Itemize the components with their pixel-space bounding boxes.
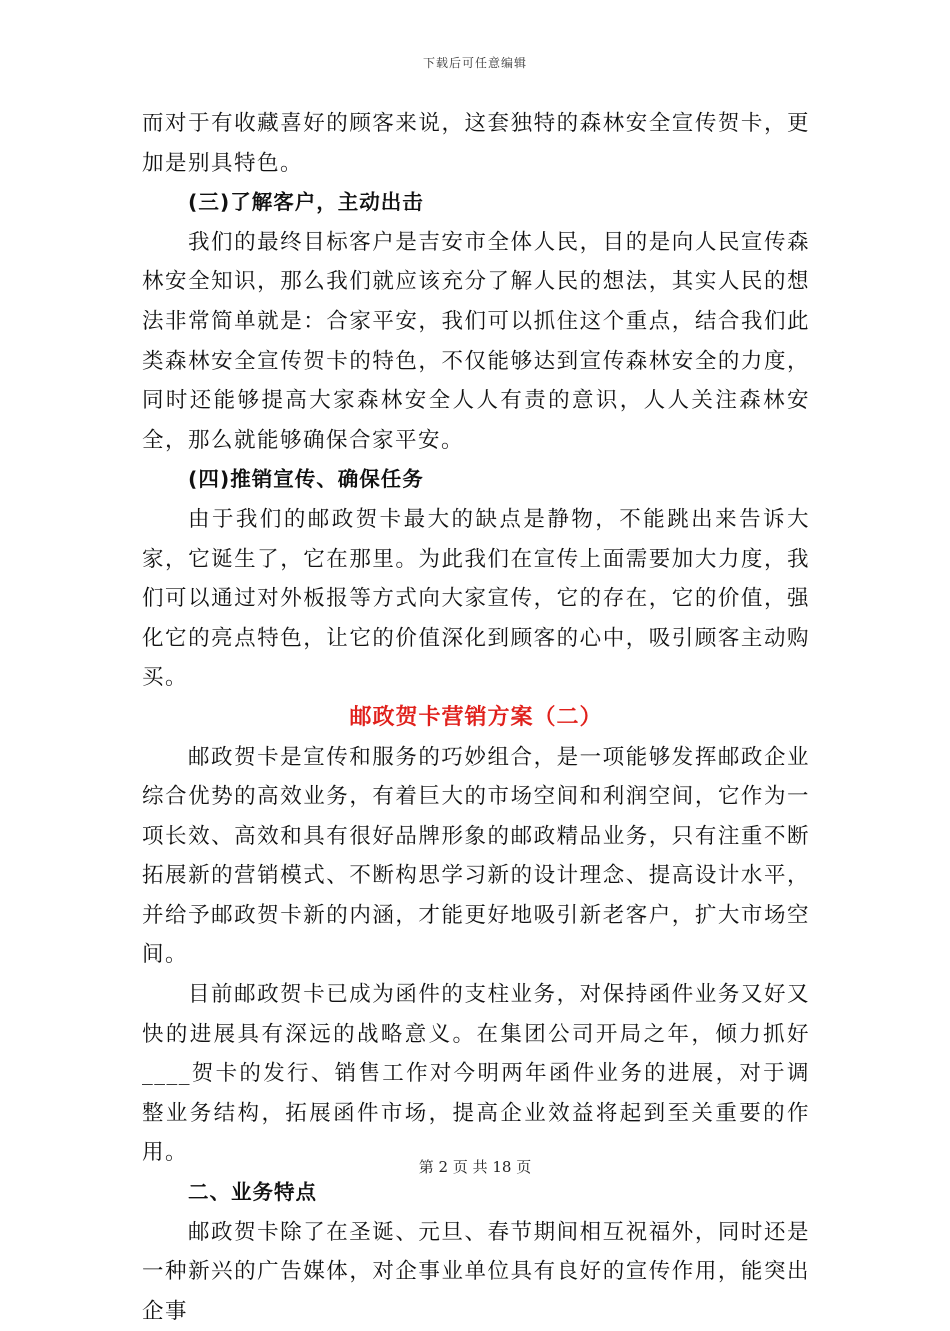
heading-understand-customers: (三)了解客户，主动出击 xyxy=(188,190,424,215)
heading-promotion: (四)推销宣传、确保任务 xyxy=(188,467,424,492)
paragraph-pillar-business: 目前邮政贺卡已成为函件的支柱业务，对保持函件业务又好又快的进展具有深远的战略意义。在集团公司开局之年，倾力抓好____贺卡的发行、销售工作对今明两年函件业务的进展，对于调整业务结构，拓展函件市场，提高企业效益将起到至关重要的作用。 xyxy=(142,982,810,1166)
section-title: 邮政贺卡营销方案（二） xyxy=(349,704,603,730)
paragraph-promotion: 由于我们的邮政贺卡最大的缺点是静物，不能跳出来告诉大家，它诞生了，它在那里。为此我们在宣传上面需要加大力度，我们可以通过对外板报等方式向大家宣传，它的存在，它的价值，强化它的亮点特色，让它的价值深化到顾客的心中，吸引顾客主动购买。 xyxy=(142,506,810,691)
document-body xyxy=(142,104,810,1331)
paragraph-collector-customers: 而对于有收藏喜好的顾客来说，这套独特的森林安全宣传贺卡，更加是别具特色。 xyxy=(142,111,810,176)
heading-business-features: 二、业务特点 xyxy=(188,1180,317,1205)
paragraph-greeting-card-intro: 邮政贺卡是宣传和服务的巧妙组合，是一项能够发挥邮政企业综合优势的高效业务，有着巨大的市场空间和利润空间，它作为一项长效、高效和具有很好品牌形象的邮政精品业务，只有注重不断拓展新的营销模式、不断构思学习新的设计理念、提高设计水平，并给予邮政贺卡新的内涵，才能更好地吸引新老客户，扩大市场空间。 xyxy=(142,744,810,968)
page-header: 下载后可任意编辑 xyxy=(422,56,527,70)
page-footer: 第 2 页 共 18 页 xyxy=(418,1158,532,1176)
paragraph-target-customers: 我们的最终目标客户是吉安市全体人民，目的是向人民宣传森林安全知识，那么我们就应该充分了解人民的想法，其实人民的想法非常简单就是：合家平安，我们可以抓住这个重点，结合我们此类森林安全宣传贺卡的特色，不仅能够达到宣传森林安全的力度，同时还能够提高大家森林安全人人有责的意识，人人关注森林安全，那么就能够确保合家平安。 xyxy=(142,229,810,453)
paragraph-business-features: 邮政贺卡除了在圣诞、元旦、春节期间相互祝福外，同时还是一种新兴的广告媒体，对企事业单位具有良好的宣传作用，能突出企事 xyxy=(142,1219,810,1324)
